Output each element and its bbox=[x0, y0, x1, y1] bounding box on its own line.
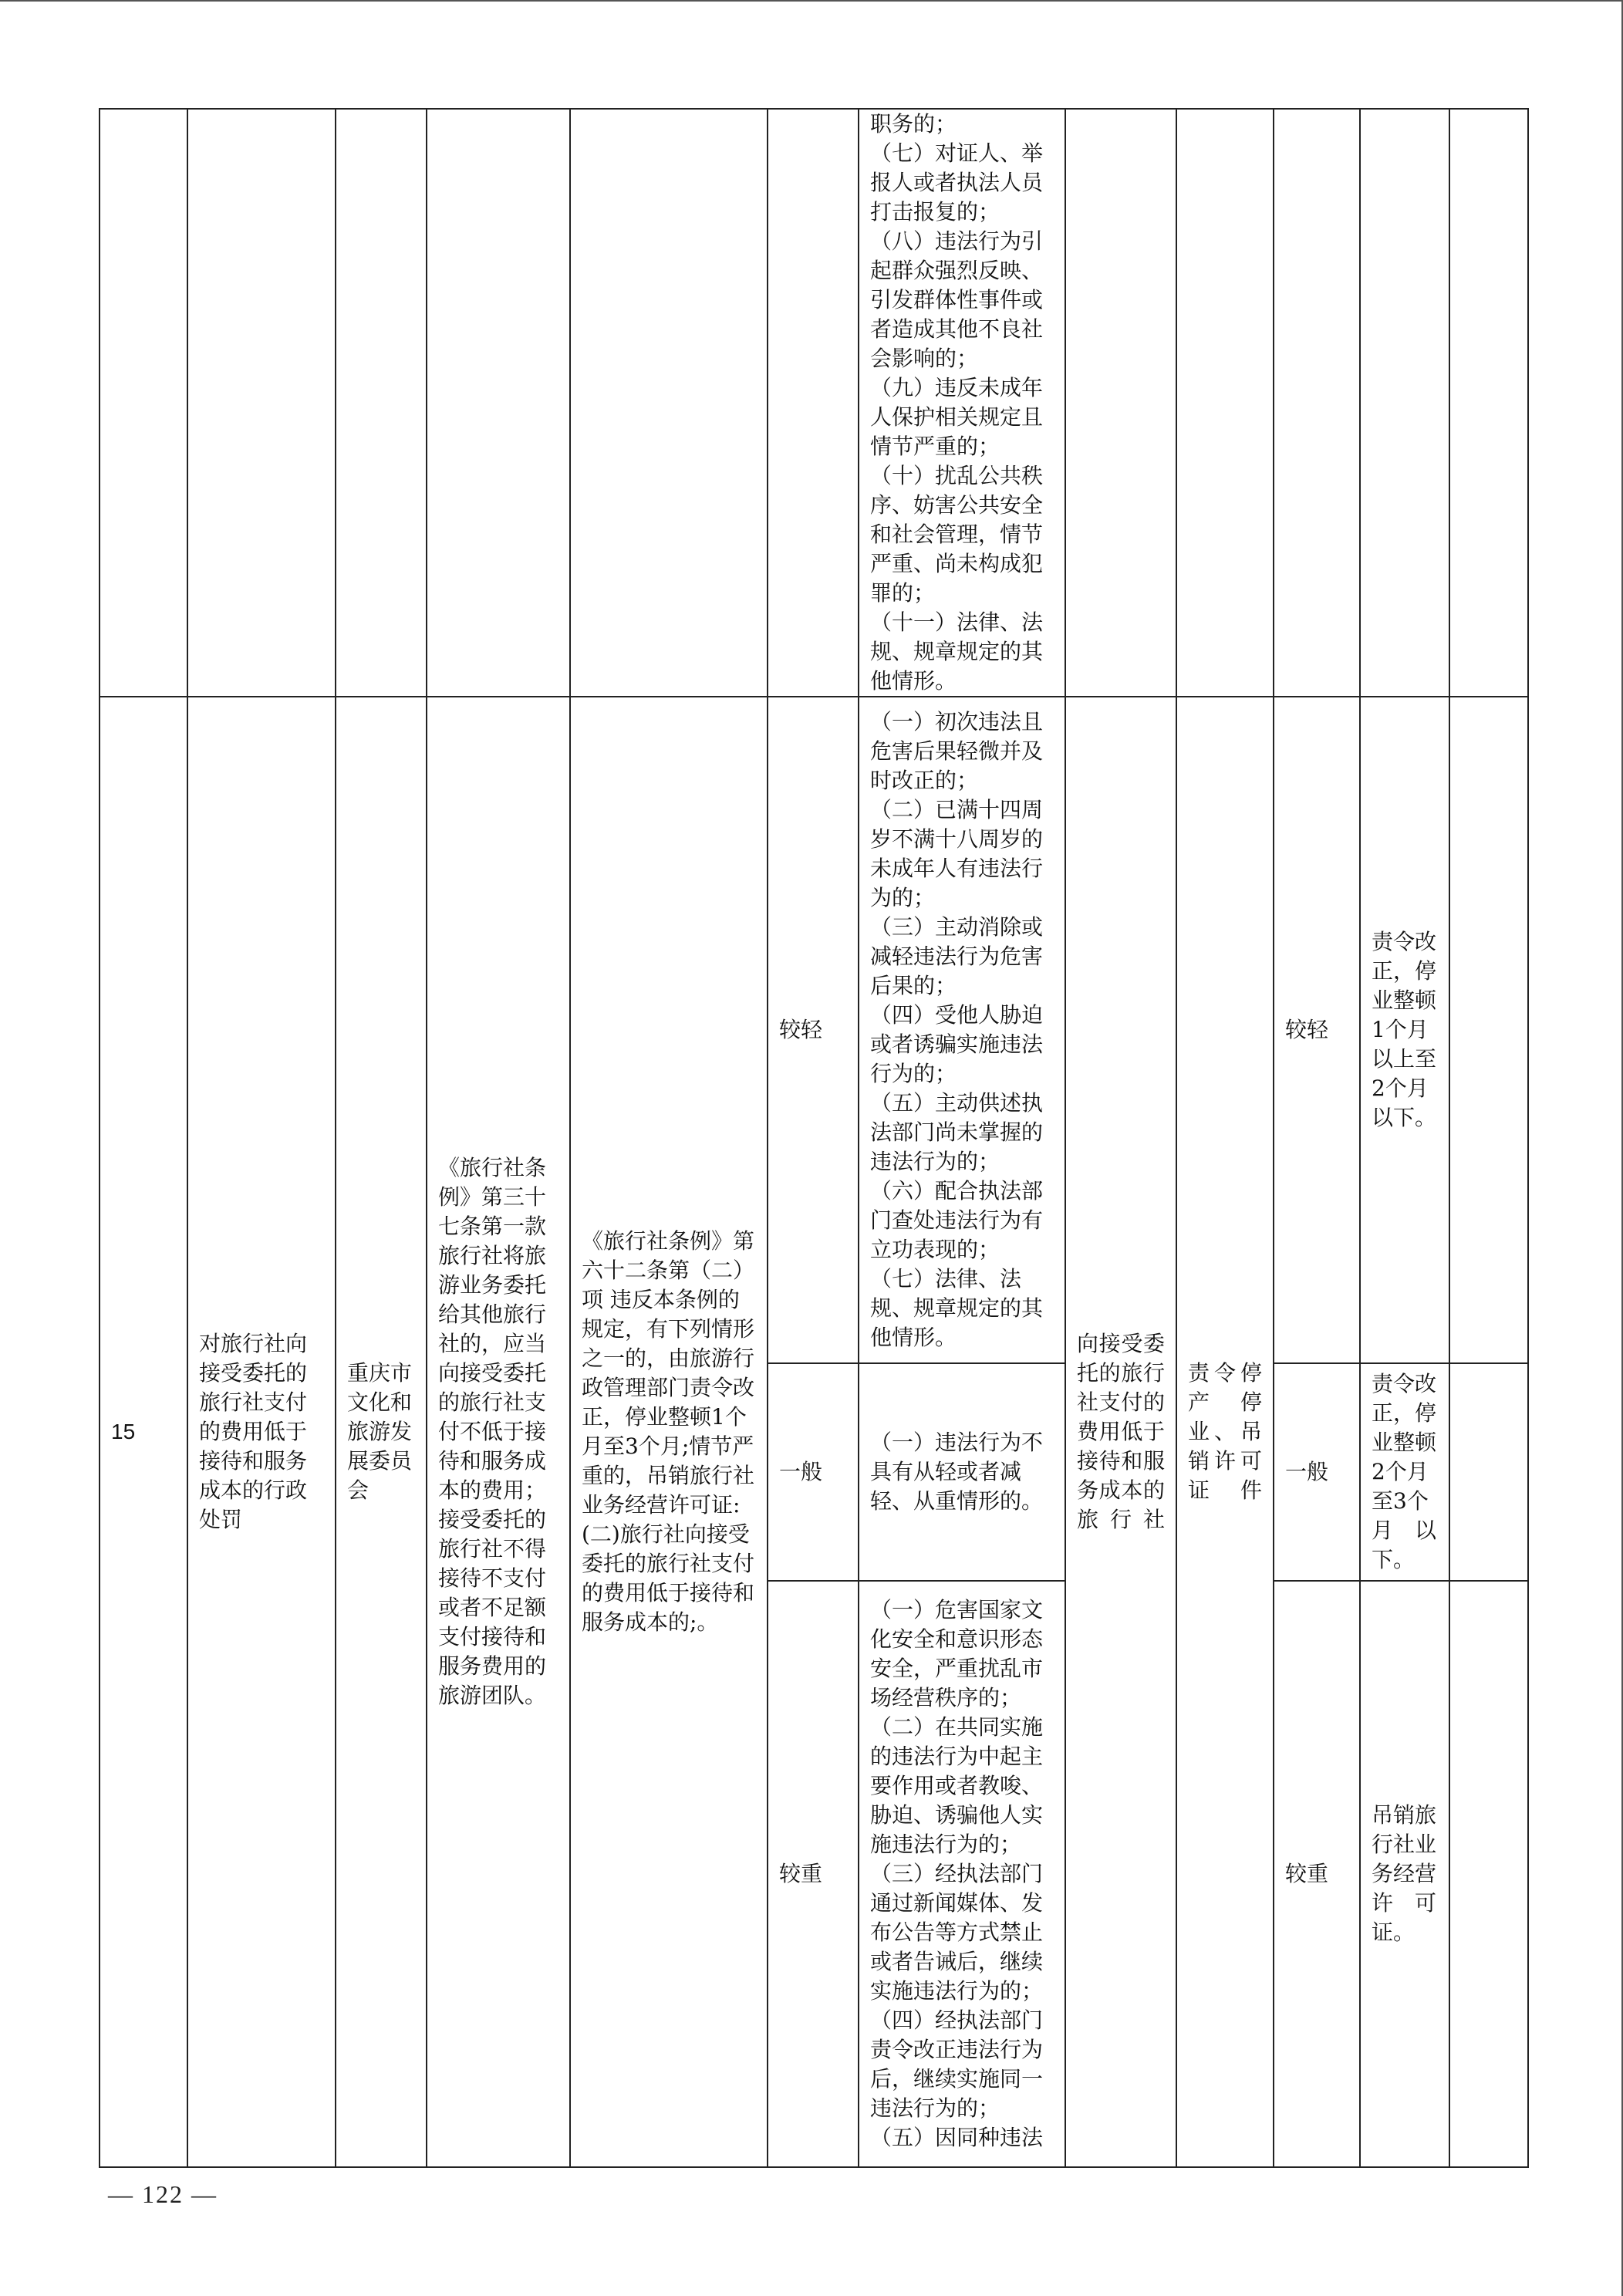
penalty-standard: 吊销旅行社业务经营许 可证。 bbox=[1360, 1581, 1449, 2167]
circumstance-item: （六）配合执法部门查处违法行为有立功表现的； bbox=[870, 1178, 1044, 1262]
circumstance-item: （十）扰乱公共秩序、妨害公共安全和社会管理，情节严重、尚未构成犯罪的； bbox=[870, 463, 1044, 606]
discretion-level-repeat: 较轻 bbox=[1274, 697, 1360, 1363]
penalized-subject: 向接受委托的旅行社支付的费用低于接待和服务成本的旅行社 bbox=[1065, 697, 1176, 2167]
circumstance-cell bbox=[859, 1581, 1065, 2167]
circumstance-item: 职务的； bbox=[870, 111, 957, 137]
circumstance-item: （五）主动供述执法部门尚未掌握的违法行为的； bbox=[870, 1090, 1044, 1174]
penalty-standard-table bbox=[99, 108, 1529, 2168]
circumstance-item: （三）经执法部门通过新闻媒体、发布公告等方式禁止或者告诫后，继续实施违法行为的； bbox=[870, 1861, 1044, 2004]
circumstance-item: （十一）法律、法规、规章规定的其他情形。 bbox=[870, 609, 1044, 694]
circumstance-item: （一）初次违法且危害后果轻微并及时改正的； bbox=[870, 709, 1044, 793]
circumstance-item: （四）经执法部门责令改正违法行为后，继续实施同一违法行为的； bbox=[870, 2007, 1044, 2121]
penalty-standard: 责令改正，停业整顿1个月以上至2个月以下。 bbox=[1360, 697, 1449, 1363]
circumstance-item: （九）违反未成年人保护相关规定且情节严重的； bbox=[870, 375, 1044, 459]
circumstance-item: （七）法律、法规、规章规定的其他情形。 bbox=[870, 1266, 1044, 1350]
circumstance-cell-continued bbox=[859, 109, 1065, 697]
circumstance-item: （四）受他人胁迫或者诱骗实施违法行为的； bbox=[870, 1002, 1044, 1086]
discretion-level: 较轻 bbox=[768, 697, 859, 1363]
item-name: 对旅行社向接受委托的旅行社支付的费用低于接待和服务成本的行政处罚 bbox=[187, 697, 336, 2167]
circumstance-item: （二）在共同实施的违法行为中起主要作用或者教唆、胁迫、诱骗他人实施违法行为的； bbox=[870, 1714, 1044, 1857]
discretion-level: 较重 bbox=[768, 1581, 859, 2167]
circumstance-item: （一）违法行为不具有从轻或者减轻、从重情形的。 bbox=[870, 1430, 1044, 1514]
item-number: 15 bbox=[100, 697, 187, 2167]
circumstance-item: （五）因同种违法 bbox=[870, 2125, 1044, 2150]
discretion-level: 一般 bbox=[768, 1363, 859, 1581]
circumstance-item: （三）主动消除或减轻违法行为危害后果的； bbox=[870, 914, 1044, 998]
circumstance-cell bbox=[859, 1363, 1065, 1581]
page-border-top bbox=[0, 0, 1621, 2]
circumstance-item: （一）危害国家文化安全和意识形态安全，严重扰乱市场经营秩序的； bbox=[870, 1597, 1044, 1710]
circumstance-item: （二）已满十四周岁不满十八周岁的未成年人有违法行为的； bbox=[870, 797, 1044, 910]
violated-provision: 《旅行社条例》第三十七条第一款 旅行社将旅游业务委托给其他旅行社的，应当向接受委托的旅行社支付不低于接待和服务成本的费用；接受委托的旅行社不得接待不支付或者不足额支付接待和服务费用的旅游团队。 bbox=[427, 697, 570, 2167]
circumstance-cell bbox=[859, 697, 1065, 1363]
enforcement-department: 重庆市文化和旅游发展委员会 bbox=[336, 697, 427, 2167]
page-number: — 122 — bbox=[108, 2180, 218, 2208]
penalty-basis: 《旅行社条例》第六十二条第（二）项 违反本条例的规定，有下列情形之一的，由旅游行政管理部门责令改正，停业整顿1个月至3个月;情节严重的，吊销旅行社业务经营许可证: (二)旅行社向接受委托的旅行社支付的费用低于接待和服务成本的;。 bbox=[570, 697, 768, 2167]
table-row-continued bbox=[100, 109, 1528, 697]
table-row-15-light bbox=[100, 697, 1528, 1363]
circumstance-item: （八）违法行为引起群众强烈反映、引发群体性事件或者造成其他不良社会影响的； bbox=[870, 228, 1044, 371]
penalty-types: 责令停产停业、吊销许可证件 bbox=[1176, 697, 1274, 2167]
circumstance-item: （七）对证人、举报人或者执法人员打击报复的； bbox=[870, 140, 1044, 225]
discretion-level-repeat: 较重 bbox=[1274, 1581, 1360, 2167]
discretion-level-repeat: 一般 bbox=[1274, 1363, 1360, 1581]
penalty-standard: 责令改正，停业整顿2个月至3个月 以下。 bbox=[1360, 1363, 1449, 1581]
